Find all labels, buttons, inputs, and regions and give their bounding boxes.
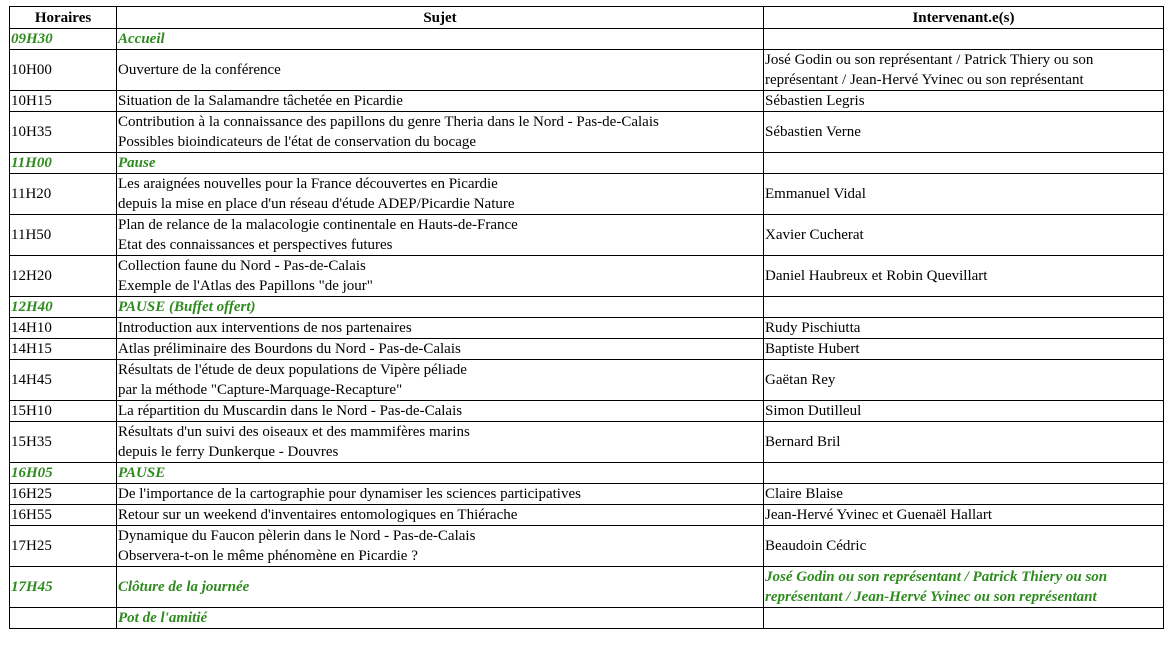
- subject-line: Ouverture de la conférence: [118, 62, 281, 78]
- speaker-line: Bernard Bril: [765, 434, 841, 450]
- cell-subject: [117, 608, 764, 629]
- cell-time: 10H15: [10, 91, 117, 112]
- cell-speakers: [764, 339, 1164, 360]
- cell-speakers: [764, 153, 1164, 174]
- header-speakers: Intervenant.e(s): [764, 7, 1164, 29]
- table-row-break: [10, 29, 1164, 50]
- cell-time: 17H25: [10, 526, 117, 567]
- subject-line: Résultats de l'étude de deux populations de Vipère péliade: [118, 362, 467, 378]
- subject-line: Contribution à la connaissance des papillons du genre Theria dans le Nord - Pas-de-Calais: [118, 114, 659, 130]
- cell-speakers: [764, 91, 1164, 112]
- header-subject: Sujet: [117, 7, 764, 29]
- table-row: [10, 318, 1164, 339]
- speaker-line: Sébastien Verne: [765, 124, 861, 140]
- subject-line: PAUSE (Buffet offert): [118, 299, 256, 315]
- speaker-line: Xavier Cucherat: [765, 227, 864, 243]
- subject-line: La répartition du Muscardin dans le Nord - Pas-de-Calais: [118, 403, 463, 419]
- cell-time: 09H30: [10, 29, 117, 50]
- cell-subject: [117, 29, 764, 50]
- table-row-break: [10, 297, 1164, 318]
- cell-time: 11H20: [10, 174, 117, 215]
- subject-line: PAUSE: [118, 465, 166, 481]
- table-row: [10, 112, 1164, 153]
- cell-speakers: [764, 360, 1164, 401]
- speaker-line: Beaudoin Cédric: [765, 538, 867, 554]
- speaker-line: Gaëtan Rey: [765, 372, 836, 388]
- table-row-break: [10, 153, 1164, 174]
- subject-line: par la méthode "Capture-Marquage-Recapture": [118, 382, 403, 398]
- subject-line: Dynamique du Faucon pèlerin dans le Nord - Pas-de-Calais: [118, 528, 476, 544]
- speaker-line: Claire Blaise: [765, 486, 843, 502]
- table-row: [10, 174, 1164, 215]
- cell-subject: [117, 422, 764, 463]
- subject-line: Atlas préliminaire des Bourdons du Nord - Pas-de-Calais: [118, 341, 461, 357]
- cell-subject: [117, 153, 764, 174]
- cell-speakers: [764, 401, 1164, 422]
- cell-subject: [117, 526, 764, 567]
- header-time: Horaires: [10, 7, 117, 29]
- table-row: [10, 505, 1164, 526]
- cell-speakers: [764, 50, 1164, 91]
- table-row: [10, 339, 1164, 360]
- cell-speakers: [764, 297, 1164, 318]
- speaker-line: représentant / Jean-Hervé Yvinec ou son représentant: [765, 72, 1084, 88]
- subject-line: depuis le ferry Dunkerque - Douvres: [118, 444, 339, 460]
- cell-time: 15H35: [10, 422, 117, 463]
- cell-time: 16H05: [10, 463, 117, 484]
- subject-line: Accueil: [118, 31, 165, 47]
- table-header-row: [10, 7, 1164, 29]
- cell-subject: [117, 360, 764, 401]
- speaker-line: Jean-Hervé Yvinec et Guenaël Hallart: [765, 507, 992, 523]
- table-row-break: [10, 567, 1164, 608]
- speaker-line: Emmanuel Vidal: [765, 186, 866, 202]
- speaker-line: José Godin ou son représentant / Patrick Thiery ou son: [765, 52, 1094, 68]
- subject-line: De l'importance de la cartographie pour dynamiser les sciences participatives: [118, 486, 581, 502]
- speaker-line: Sébastien Legris: [765, 93, 865, 109]
- cell-subject: [117, 318, 764, 339]
- cell-subject: [117, 567, 764, 608]
- cell-speakers: [764, 174, 1164, 215]
- table-row: [10, 215, 1164, 256]
- cell-time: 17H45: [10, 567, 117, 608]
- table-row: [10, 360, 1164, 401]
- table-row-break: [10, 608, 1164, 629]
- cell-subject: [117, 339, 764, 360]
- subject-line: depuis la mise en place d'un réseau d'étude ADEP/Picardie Nature: [118, 196, 515, 212]
- cell-subject: [117, 91, 764, 112]
- cell-subject: [117, 463, 764, 484]
- cell-subject: [117, 505, 764, 526]
- table-row: [10, 422, 1164, 463]
- subject-line: Introduction aux interventions de nos partenaires: [118, 320, 412, 336]
- cell-time: 11H00: [10, 153, 117, 174]
- table-row-break: [10, 463, 1164, 484]
- cell-speakers: [764, 29, 1164, 50]
- subject-line: Collection faune du Nord - Pas-de-Calais: [118, 258, 366, 274]
- subject-line: Exemple de l'Atlas des Papillons "de jour": [118, 278, 373, 294]
- subject-line: Les araignées nouvelles pour la France découvertes en Picardie: [118, 176, 498, 192]
- table-row: [10, 526, 1164, 567]
- cell-subject: [117, 112, 764, 153]
- schedule-body: [10, 29, 1164, 629]
- cell-time: 16H55: [10, 505, 117, 526]
- table-row: [10, 401, 1164, 422]
- subject-line: Pause: [118, 155, 156, 171]
- cell-time: 12H40: [10, 297, 117, 318]
- cell-time: [10, 608, 117, 629]
- cell-time: 14H10: [10, 318, 117, 339]
- cell-subject: [117, 401, 764, 422]
- cell-time: 15H10: [10, 401, 117, 422]
- cell-time: 10H00: [10, 50, 117, 91]
- cell-time: 14H45: [10, 360, 117, 401]
- cell-speakers: [764, 526, 1164, 567]
- table-row: [10, 484, 1164, 505]
- conference-schedule-table: [9, 6, 1164, 629]
- table-row: [10, 50, 1164, 91]
- subject-line: Clôture de la journée: [118, 579, 250, 595]
- subject-line: Situation de la Salamandre tâchetée en Picardie: [118, 93, 403, 109]
- schedule-container: [9, 6, 1164, 629]
- cell-speakers: [764, 484, 1164, 505]
- table-row: [10, 91, 1164, 112]
- speaker-line: José Godin ou son représentant / Patrick Thiery ou son: [765, 569, 1108, 585]
- cell-speakers: [764, 112, 1164, 153]
- cell-speakers: [764, 215, 1164, 256]
- speaker-line: représentant / Jean-Hervé Yvinec ou son représentant: [765, 589, 1097, 605]
- subject-line: Plan de relance de la malacologie continentale en Hauts-de-France: [118, 217, 518, 233]
- speaker-line: Rudy Pischiutta: [765, 320, 861, 336]
- subject-line: Possibles bioindicateurs de l'état de conservation du bocage: [118, 134, 477, 150]
- speaker-line: Simon Dutilleul: [765, 403, 862, 419]
- speaker-line: Daniel Haubreux et Robin Quevillart: [765, 268, 988, 284]
- cell-subject: [117, 50, 764, 91]
- cell-speakers: [764, 256, 1164, 297]
- cell-subject: [117, 484, 764, 505]
- cell-subject: [117, 297, 764, 318]
- cell-time: 16H25: [10, 484, 117, 505]
- subject-line: Pot de l'amitié: [118, 610, 208, 626]
- cell-speakers: [764, 422, 1164, 463]
- cell-subject: [117, 256, 764, 297]
- cell-time: 12H20: [10, 256, 117, 297]
- cell-speakers: [764, 463, 1164, 484]
- subject-line: Etat des connaissances et perspectives futures: [118, 237, 393, 253]
- subject-line: Résultats d'un suivi des oiseaux et des mammifères marins: [118, 424, 470, 440]
- cell-speakers: [764, 505, 1164, 526]
- subject-line: Retour sur un weekend d'inventaires entomologiques en Thiérache: [118, 507, 518, 523]
- cell-time: 14H15: [10, 339, 117, 360]
- table-row: [10, 256, 1164, 297]
- cell-speakers: [764, 318, 1164, 339]
- speaker-line: Baptiste Hubert: [765, 341, 860, 357]
- cell-time: 10H35: [10, 112, 117, 153]
- cell-time: 11H50: [10, 215, 117, 256]
- cell-subject: [117, 174, 764, 215]
- cell-subject: [117, 215, 764, 256]
- subject-line: Observera-t-on le même phénomène en Picardie ?: [118, 548, 418, 564]
- cell-speakers: [764, 608, 1164, 629]
- cell-speakers: [764, 567, 1164, 608]
